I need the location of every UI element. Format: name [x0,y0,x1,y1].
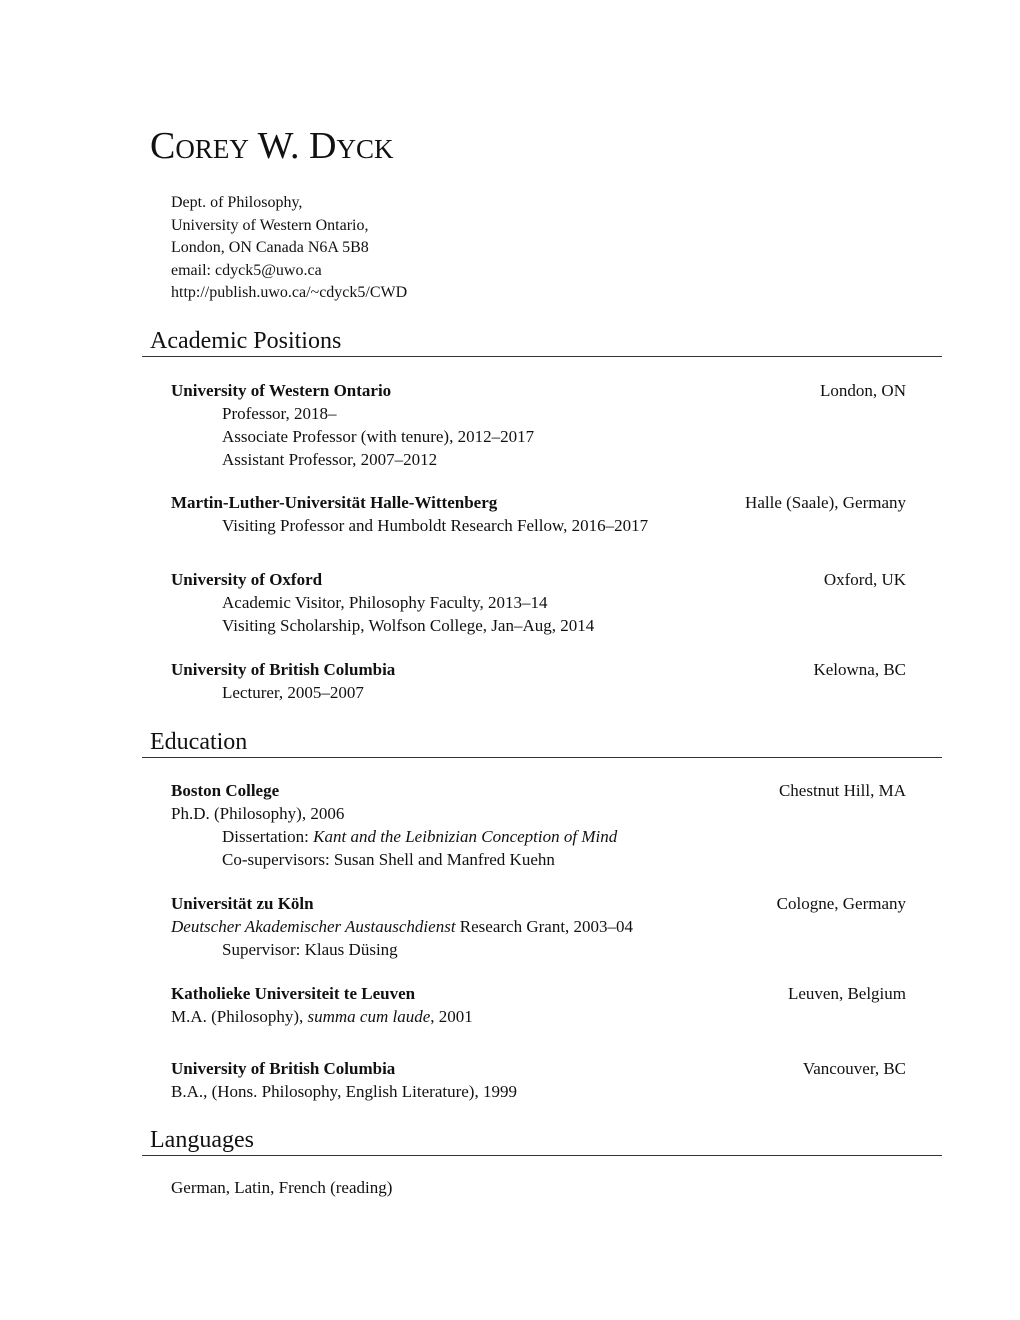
institution-name: Katholieke Universiteit te Leuven [171,984,416,1003]
languages-text: German, Latin, French (reading) [171,1178,393,1197]
address-city: London, ON Canada N6A 5B8 [171,239,369,256]
institution-name: Universität zu Köln [171,894,314,913]
supervisor-line: Supervisor: Klaus Düsing [222,940,398,959]
education-entry [171,779,906,871]
institution-location: Halle (Saale), Germany [745,493,906,512]
position-entry [171,491,906,537]
institution-name: University of Oxford [171,570,323,589]
dissertation-label: Dissertation: [222,827,314,846]
institution-location: Vancouver, BC [802,1059,906,1078]
section-heading-languages: Languages [142,1125,942,1156]
position-line: Associate Professor (with tenure), 2012–2017 [222,427,535,446]
position-entry [171,379,906,471]
position-line: Visiting Scholarship, Wolfson College, Jan–Aug, 2014 [222,616,595,635]
education-entry [171,892,906,961]
address-university: University of Western Ontario, [171,216,369,234]
address-department: Dept. of Philosophy, [171,194,303,211]
institution-location: London, ON [820,381,906,400]
degree-line: Ph.D. (Philosophy), 2006 [171,804,345,823]
institution-name: University of Western Ontario [171,381,392,400]
grant-line [171,915,906,938]
institution-name: Martin-Luther-Universität Halle-Wittenberg [171,493,498,512]
section-heading-education: Education [142,727,942,758]
address-email: email: cdyck5@uwo.ca [171,261,322,279]
contact-block [171,192,407,305]
degree-year: , 2001 [430,1007,473,1026]
institution-location: Oxford, UK [823,570,906,589]
position-line: Lecturer, 2005–2007 [222,683,364,702]
degree-honors: summa cum laude [307,1007,431,1026]
supervisors-line: Co-supervisors: Susan Shell and Manfred Kuehn [222,850,555,869]
institution-location: Cologne, Germany [776,894,906,913]
institution-location: Leuven, Belgium [787,984,906,1003]
institution-name: University of British Columbia [171,1059,396,1078]
degree-line [171,1005,906,1028]
institution-location: Chestnut Hill, MA [778,781,906,800]
position-line: Professor, 2018– [222,404,337,423]
section-heading-academic-positions: Academic Positions [142,326,942,357]
position-entry [171,568,906,637]
position-line: Assistant Professor, 2007–2012 [222,450,438,469]
address-website: http://publish.uwo.ca/~cdyck5/CWD [171,284,408,301]
cv-name: Corey W. Dyck [150,125,394,167]
education-entry [171,1057,906,1103]
degree-line: B.A., (Hons. Philosophy, English Literature), 1999 [171,1082,517,1101]
institution-name: Boston College [171,781,280,800]
education-entry [171,982,906,1028]
grant-name: Deutscher Akademischer Austauschdienst [171,917,456,936]
dissertation-title: Kant and the Leibnizian Conception of Mind [313,827,618,846]
position-entry [171,658,906,704]
position-line: Academic Visitor, Philosophy Faculty, 2013–14 [222,593,548,612]
dissertation-line [171,825,906,848]
institution-location: Kelowna, BC [813,660,906,679]
institution-name: University of British Columbia [171,660,396,679]
grant-detail: Research Grant, 2003–04 [455,917,634,936]
position-line: Visiting Professor and Humboldt Research Fellow, 2016–2017 [222,516,649,535]
degree-text: M.A. (Philosophy), [171,1007,308,1026]
